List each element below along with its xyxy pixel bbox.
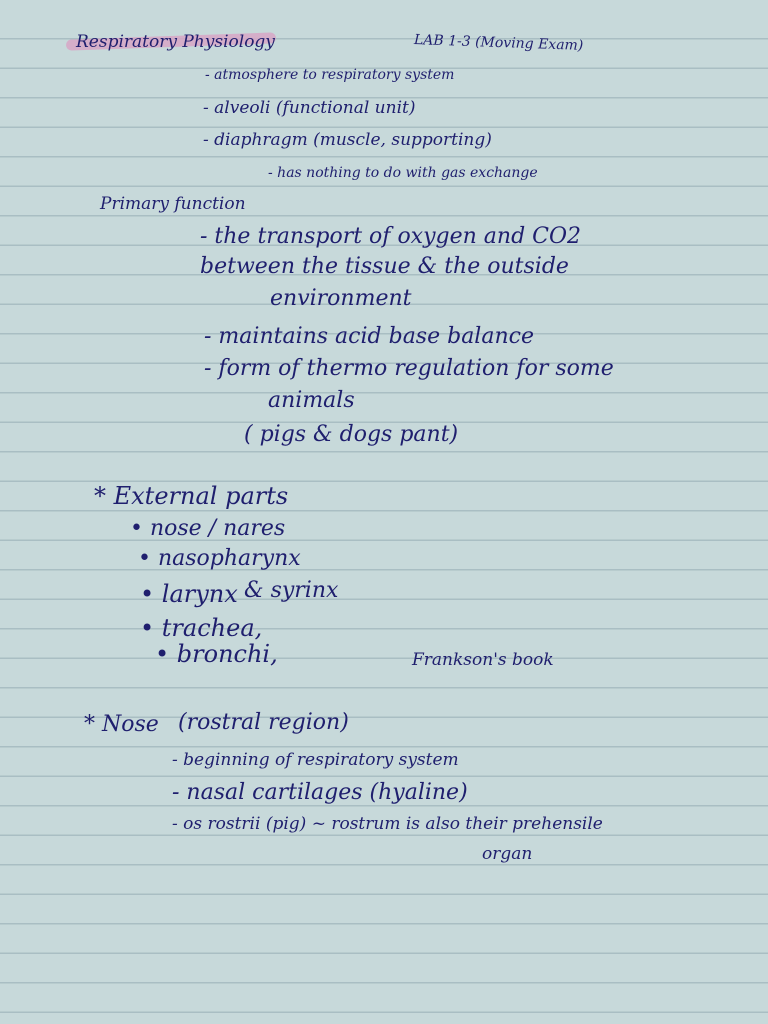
external-parts-heading: * External parts bbox=[94, 482, 289, 510]
external-part-3-syrinx: & syrinx bbox=[244, 578, 339, 603]
primary-function-line-2: between the tissue & the outside bbox=[200, 254, 569, 279]
primary-function-line-1: - the transport of oxygen and CO2 bbox=[200, 224, 582, 249]
nose-region: (rostral region) bbox=[178, 710, 349, 735]
nose-heading: * Nose bbox=[84, 712, 159, 737]
reference-note: Frankson's book bbox=[412, 650, 554, 670]
nose-line-4: organ bbox=[482, 844, 533, 864]
primary-function-line-4: - maintains acid base balance bbox=[204, 324, 534, 349]
intro-line-2: - alveoli (functional unit) bbox=[203, 98, 416, 118]
primary-function-line-3: environment bbox=[270, 286, 412, 311]
primary-function-line-7: ( pigs & dogs pant) bbox=[244, 422, 459, 447]
intro-line-1: - atmosphere to respiratory system bbox=[205, 67, 455, 83]
nose-line-3: - os rostrii (pig) ~ rostrum is also their prehensile bbox=[172, 814, 603, 834]
primary-function-line-5: - form of thermo regulation for some bbox=[204, 356, 614, 381]
lab-label: LAB 1-3 (Moving Exam) bbox=[413, 32, 584, 54]
primary-function-heading: Primary function bbox=[100, 194, 246, 214]
intro-line-3: - diaphragm (muscle, supporting) bbox=[203, 130, 492, 150]
nose-line-2: - nasal cartilages (hyaline) bbox=[172, 780, 468, 805]
external-part-3: • larynx bbox=[140, 580, 238, 608]
intro-line-4: - has nothing to do with gas exchange bbox=[268, 165, 538, 181]
primary-function-line-6: animals bbox=[268, 388, 355, 413]
nose-line-1: - beginning of respiratory system bbox=[172, 750, 459, 770]
page-title: Respiratory Physiology bbox=[76, 32, 275, 52]
external-part-2: • nasopharynx bbox=[138, 546, 301, 571]
external-part-4: • trachea, bbox=[140, 614, 263, 642]
external-part-1: • nose / nares bbox=[130, 516, 286, 541]
external-part-5: • bronchi, bbox=[155, 640, 278, 668]
